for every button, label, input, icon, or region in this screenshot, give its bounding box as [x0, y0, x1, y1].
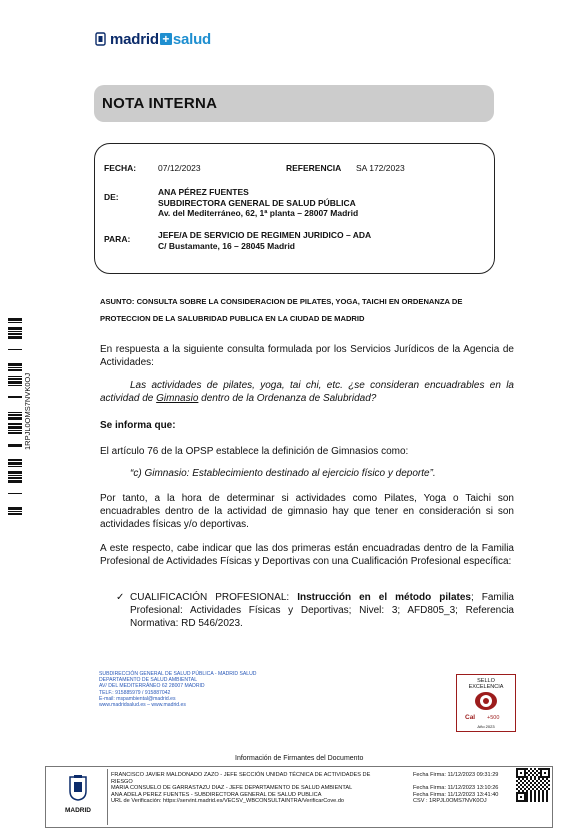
- qr-module: [536, 784, 538, 786]
- barcode-bar: [8, 414, 22, 416]
- qr-module: [516, 794, 518, 796]
- qr-module: [518, 792, 520, 794]
- barcode-bar: [8, 493, 22, 494]
- para-block: [158, 230, 371, 251]
- qr-module: [538, 778, 540, 780]
- qr-module: [538, 772, 540, 774]
- qr-module: [546, 786, 548, 788]
- qr-module: [532, 770, 534, 772]
- quote-text: Las actividades de pilates, yoga, tai chi, etc. ¿se consideran encuadrables en la actividad de: [100, 380, 514, 404]
- sello-excelencia-badge: [456, 674, 516, 732]
- fecha-label: FECHA:: [104, 163, 137, 173]
- qr-module: [544, 788, 546, 790]
- barcode-bar: [8, 349, 22, 350]
- barcode-bar: [8, 477, 22, 479]
- footer-line: DEPARTAMENTO DE SALUD AMBIENTAL: [99, 677, 198, 684]
- quote-text: dentro de la Ordenanza de Salubridad?: [198, 393, 377, 404]
- qr-module: [546, 782, 548, 784]
- barcode-bar: [8, 336, 22, 339]
- qr-module: [518, 790, 520, 792]
- qr-module: [538, 800, 540, 802]
- qr-module: [542, 776, 544, 778]
- barcode-bar: [8, 511, 22, 512]
- qr-module: [520, 792, 522, 794]
- qr-module: [520, 780, 522, 782]
- quote-definicion: “c) Gimnasio: Establecimiento destinado al ejercicio físico y deporte”.: [130, 468, 436, 479]
- qr-module: [534, 778, 536, 780]
- qr-module: [518, 782, 520, 784]
- qr-module: [526, 786, 528, 788]
- barcode-bar: [8, 466, 22, 467]
- qr-module: [536, 774, 538, 776]
- barcode-bar: [8, 322, 22, 323]
- footer-line: AV/ DEL MEDITERRÁNEO 62 28007 MADRID: [99, 683, 205, 690]
- qr-module: [532, 780, 534, 782]
- qr-module: [542, 782, 544, 784]
- qr-module: [534, 768, 536, 770]
- logo-wordmark: [110, 31, 211, 48]
- signature-date: Fecha Firma: 11/12/2023 09:31:29: [413, 772, 499, 778]
- qr-module: [526, 792, 528, 794]
- qr-module: [546, 790, 548, 792]
- qr-module: [544, 784, 546, 786]
- qr-module: [522, 790, 524, 792]
- quote-underlined: Gimnasio: [156, 393, 199, 404]
- qr-code-graphic: [516, 768, 550, 802]
- qr-module: [522, 778, 524, 780]
- qr-module: [526, 800, 528, 802]
- qr-module: [530, 786, 532, 788]
- document-title: NOTA INTERNA: [102, 95, 218, 112]
- qr-module: [522, 792, 524, 794]
- barcode-bar: [8, 369, 22, 371]
- paragraph-articulo: El artículo 76 de la OPSP establece la definición de Gimnasios como:: [100, 446, 409, 457]
- signature-date: Fecha Firma: 11/12/2023 13:41:40: [413, 791, 499, 798]
- barcode-bar: [8, 507, 22, 510]
- nota-interna-banner: [94, 85, 494, 122]
- qr-module: [522, 782, 524, 784]
- signer-row: ANA ADELA PEREZ FUENTES - SUBDIRECTORA GENERAL DE SALUD PUBLICA: [111, 791, 322, 798]
- qr-module: [542, 778, 544, 780]
- qr-module: [540, 788, 542, 790]
- paragraph-intro: En respuesta a la siguiente consulta formulada por los Servicios Jurídicos de la Agencia de Actividades:: [100, 344, 514, 368]
- barcode-bar: [8, 376, 22, 377]
- qr-module: [526, 772, 528, 774]
- qr-module: [546, 794, 548, 796]
- qr-module: [516, 774, 518, 776]
- emblem-city: MADRID: [65, 807, 91, 814]
- barcode-bar: [8, 513, 22, 515]
- qr-module: [548, 770, 550, 772]
- qr-module: [520, 776, 522, 778]
- qr-module: [518, 776, 520, 778]
- qr-module: [522, 800, 524, 802]
- footer-line: E-mail: mspambiental@madrid.es: [99, 695, 176, 702]
- qr-module: [546, 792, 548, 794]
- qr-module: [524, 788, 526, 790]
- qr-module: [516, 792, 518, 794]
- barcode-bar: [8, 480, 22, 483]
- qr-module: [516, 776, 518, 778]
- qr-module: [520, 788, 522, 790]
- qr-module: [530, 800, 532, 802]
- barcode-bar: [8, 430, 22, 431]
- referencia-value: SA 172/2023: [356, 163, 405, 173]
- barcode-bar: [8, 367, 22, 368]
- qr-module: [516, 788, 518, 790]
- signer-row: MARIA CONSUELO DE GARRASTAZU DIAZ - JEFE DEPARTAMENTO DE SALUD AMBIENTAL: [111, 785, 353, 792]
- barcode-bar: [8, 423, 22, 425]
- plus-icon: +: [160, 33, 172, 45]
- qr-module: [548, 776, 550, 778]
- barcode-bar: [8, 462, 22, 465]
- de-label: DE:: [104, 192, 119, 202]
- qr-module: [516, 772, 518, 774]
- qr-module: [516, 796, 518, 798]
- qr-module: [538, 790, 540, 792]
- qr-module: [534, 800, 536, 802]
- barcode-bar: [8, 471, 22, 474]
- barcode-bar: [8, 475, 22, 476]
- qr-module: [540, 770, 542, 772]
- sello-year: Año 2023: [477, 724, 495, 729]
- barcode-bar: [8, 396, 22, 398]
- qr-module: [524, 800, 526, 802]
- qr-module: [548, 788, 550, 790]
- barcode-bar: [8, 444, 22, 447]
- qr-module: [522, 786, 524, 788]
- qr-module: [524, 794, 526, 796]
- paragraph-por-tanto: Por tanto, a la hora de determinar si actividades como Pilates, Yoga o Taichi son encuadrables dentro de la actividad de gimnasio hay que tener en consideración si son actividades físicas y/o deportivas.: [100, 493, 514, 530]
- qr-module: [548, 768, 550, 770]
- qr-module: [516, 800, 518, 802]
- check-icon: ✓: [116, 592, 125, 603]
- qr-module: [518, 800, 520, 802]
- qr-module: [534, 796, 536, 798]
- barcode-bar: [8, 385, 22, 386]
- sello-plus: +500: [487, 715, 500, 721]
- madrid-salud-logo: [95, 30, 211, 48]
- qr-module: [518, 768, 520, 770]
- qr-module: [546, 796, 548, 798]
- qr-module: [546, 800, 548, 802]
- qr-module: [534, 792, 536, 794]
- footer-line: SUBDIRECCIÓN GENERAL DE SALUD PÚBLICA - MADRID SALUD: [99, 671, 257, 677]
- barcode-bar: [8, 378, 22, 380]
- barcode-bar: [8, 333, 22, 335]
- signatures-title: Información de Firmantes del Documento: [235, 755, 364, 762]
- qr-module: [524, 784, 526, 786]
- madrid-crest-icon: [95, 32, 106, 46]
- qr-module: [524, 780, 526, 782]
- qr-module: [516, 798, 518, 800]
- qr-module: [534, 772, 536, 774]
- barcode-bar: [8, 381, 22, 384]
- bullet-text: ; Familia Profesional: Actividades Físicas y Deportivas; Nivel: 3; AFD805_3; Referencia Normativa: RD 546/2023.: [130, 592, 514, 629]
- qr-module: [524, 776, 526, 778]
- barcode-bar: [8, 459, 22, 461]
- qr-module: [520, 800, 522, 802]
- qr-module: [528, 788, 530, 790]
- qr-module: [542, 786, 544, 788]
- qr-module: [516, 768, 518, 770]
- qr-module: [542, 768, 544, 770]
- sello-line: SELLO: [477, 678, 495, 684]
- qr-module: [530, 792, 532, 794]
- sello-brand: Cal: [465, 714, 476, 721]
- qr-module: [548, 784, 550, 786]
- qr-module: [542, 796, 544, 798]
- quote-consulta: [100, 379, 514, 405]
- barcode-bar: [8, 412, 22, 413]
- qr-module: [534, 776, 536, 778]
- qr-module: [528, 774, 530, 776]
- qr-module: [516, 784, 518, 786]
- qr-module: [540, 784, 542, 786]
- qr-module: [526, 778, 528, 780]
- qr-module: [538, 776, 540, 778]
- qr-module: [530, 778, 532, 780]
- qr-module: [536, 788, 538, 790]
- side-code-wrap: [23, 372, 35, 450]
- qr-module: [524, 798, 526, 800]
- qr-module: [544, 776, 546, 778]
- qr-module: [540, 774, 542, 776]
- qr-module: [542, 792, 544, 794]
- qr-module: [520, 772, 522, 774]
- qr-module: [522, 776, 524, 778]
- barcode-graphic: [8, 318, 22, 516]
- de-line: ANA PÉREZ FUENTES: [158, 187, 249, 197]
- qr-module: [544, 772, 546, 774]
- qr-module: [534, 790, 536, 792]
- qr-module: [526, 768, 528, 770]
- qr-module: [518, 786, 520, 788]
- qr-module: [524, 792, 526, 794]
- qr-module: [530, 790, 532, 792]
- referencia-label: REFERENCIA: [286, 163, 342, 173]
- barcode-bar: [8, 417, 22, 420]
- qr-module: [548, 772, 550, 774]
- qr-module: [540, 768, 542, 770]
- logo-part-salud: salud: [172, 30, 211, 48]
- signer-row: RIESGO: [111, 778, 133, 785]
- qr-module: [538, 768, 540, 770]
- footer-line: TELF.: 915885979 / 915887042: [99, 689, 171, 696]
- qr-module: [530, 782, 532, 784]
- qr-module: [526, 776, 528, 778]
- barcode-bar: [8, 432, 22, 434]
- qr-code-icon: [516, 768, 550, 802]
- qr-module: [538, 796, 540, 798]
- qr-module: [544, 768, 546, 770]
- verification-url: URL de Verificación: https://servint.madrid.es/VECSV_WBCONSULTAINTRA/VerificarCove.do: [111, 798, 345, 805]
- signer-dates: [413, 772, 511, 805]
- qr-module: [524, 796, 526, 798]
- qr-module: [524, 774, 526, 776]
- footer-line: www.madridsalud.es – www.madrid.es: [99, 702, 186, 709]
- signature-date: [413, 779, 511, 786]
- qr-module: [548, 780, 550, 782]
- csv-code: CSV : 1RPJL0OMS7NVK0OJ: [413, 798, 487, 805]
- qr-module: [526, 798, 528, 800]
- qr-module: [526, 782, 528, 784]
- para-label: PARA:: [104, 234, 131, 244]
- qr-module: [536, 770, 538, 772]
- qr-module: [540, 776, 542, 778]
- madrid-crest-icon: [68, 775, 88, 801]
- qr-module: [542, 790, 544, 792]
- qr-module: [542, 800, 544, 802]
- qr-module: [546, 778, 548, 780]
- qr-module: [534, 782, 536, 784]
- qr-module: [520, 768, 522, 770]
- qr-module: [530, 768, 532, 770]
- qr-module: [526, 790, 528, 792]
- de-line: SUBDIRECTORA GENERAL DE SALUD PÚBLICA: [158, 197, 356, 208]
- qr-module: [538, 792, 540, 794]
- qr-module: [546, 798, 548, 800]
- qr-module: [536, 780, 538, 782]
- qr-module: [538, 786, 540, 788]
- qr-module: [526, 796, 528, 798]
- signature-date: Fecha Firma: 11/12/2023 13:10:26: [413, 785, 499, 792]
- qr-module: [516, 780, 518, 782]
- qr-module: [526, 794, 528, 796]
- qr-module: [542, 798, 544, 800]
- qr-module: [524, 768, 526, 770]
- qr-module: [532, 788, 534, 790]
- asunto: [100, 297, 514, 323]
- barcode-bar: [8, 327, 22, 330]
- madrid-emblem: [49, 769, 108, 825]
- qr-module: [530, 798, 532, 800]
- signer-row: FRANCISCO JAVIER MALDONADO ZAZO - JEFE SECCIÓN UNIDAD TÉCNICA DE ACTIVIDADES DE: [111, 772, 371, 778]
- signer-names: [111, 772, 411, 805]
- footer-address: [99, 671, 329, 708]
- qr-module: [530, 796, 532, 798]
- qr-module: [546, 776, 548, 778]
- qr-module: [540, 780, 542, 782]
- asunto-line: ASUNTO: CONSULTA SOBRE LA CONSIDERACION DE PILATES, YOGA, TAICHI EN ORDENANZA DE: [100, 297, 463, 306]
- qr-module: [524, 770, 526, 772]
- qr-module: [530, 776, 532, 778]
- para-line: JEFE/A DE SERVICIO DE REGIMEN JURIDICO – ADA: [158, 230, 372, 240]
- qr-module: [528, 770, 530, 772]
- side-barcode: [8, 318, 22, 516]
- asunto-line: PROTECCION DE LA SALUBRIDAD PUBLICA EN LA CIUDAD DE MADRID: [100, 314, 365, 323]
- qr-module: [538, 782, 540, 784]
- qr-module: [520, 796, 522, 798]
- barcode-bar: [8, 363, 22, 366]
- qr-module: [532, 784, 534, 786]
- bullet-bold: Instrucción en el método pilates: [297, 592, 471, 603]
- qr-module: [534, 786, 536, 788]
- qr-module: [522, 768, 524, 770]
- qr-module: [546, 768, 548, 770]
- barcode-bar: [8, 318, 22, 321]
- qr-module: [518, 778, 520, 780]
- qr-module: [530, 772, 532, 774]
- bullet-text: CUALIFICACIÓN PROFESIONAL:: [130, 592, 298, 603]
- qr-module: [530, 794, 532, 796]
- qr-module: [544, 780, 546, 782]
- qr-module: [528, 784, 530, 786]
- qr-module: [520, 784, 522, 786]
- qr-module: [532, 774, 534, 776]
- qr-module: [540, 772, 542, 774]
- qr-module: [516, 770, 518, 772]
- qr-module: [542, 794, 544, 796]
- fecha-value: 07/12/2023: [158, 163, 201, 173]
- sello-q-icon: [475, 692, 497, 710]
- se-informa-heading: Se informa que:: [100, 420, 176, 431]
- qr-module: [534, 798, 536, 800]
- barcode-bar: [8, 426, 22, 429]
- qr-module: [528, 780, 530, 782]
- barcode-bar: [8, 331, 22, 332]
- para-line: C/ Bustamante, 16 – 28045 Madrid: [158, 240, 296, 251]
- bullet-cualificacion: [130, 591, 514, 630]
- qr-module: [538, 794, 540, 796]
- paragraph-respecto: A este respecto, cabe indicar que las dos primeras están encuadradas dentro de la Familia Profesional de Actividades Físicas y Deportivas con una Cualificación Profesional específica:: [100, 543, 514, 567]
- qr-module: [548, 774, 550, 776]
- qr-module: [534, 794, 536, 796]
- qr-module: [538, 798, 540, 800]
- logo-part-madrid: madrid: [110, 30, 159, 48]
- side-csv-code: 1RPJL0OMS7NVK0OJ: [23, 372, 32, 450]
- sello-line: EXCELENCIA: [468, 684, 504, 690]
- qr-module: [524, 772, 526, 774]
- de-line: Av. del Mediterráneo, 62, 1ª planta – 28007 Madrid: [158, 208, 359, 218]
- de-block: [158, 187, 358, 219]
